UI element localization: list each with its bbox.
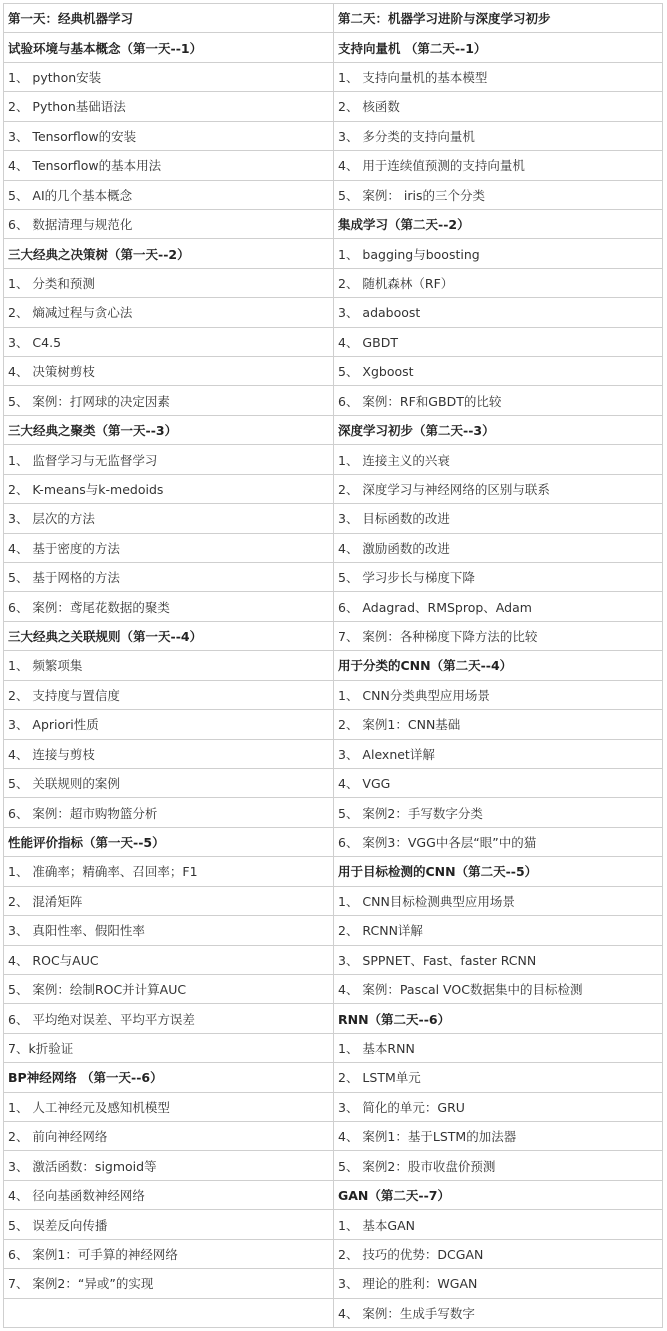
day2-cell: 3、 Alexnet详解 [334, 739, 663, 768]
day2-cell: 2、 深度学习与神经网络的区别与联系 [334, 474, 663, 503]
table-row [4, 209, 663, 238]
day1-section-heading: 三大经典之关联规则（第一天--4） [4, 621, 334, 650]
day2-cell: 1、 CNN目标检测典型应用场景 [334, 886, 663, 915]
day2-section-heading: 深度学习初步（第二天--3） [334, 415, 663, 444]
day1-cell: 7、k折验证 [4, 1033, 334, 1062]
table-row [4, 415, 663, 444]
day2-cell: 4、 案例1：基于LSTM的加法器 [334, 1122, 663, 1151]
day2-cell: 3、 adaboost [334, 298, 663, 327]
day2-cell: 2、 LSTM单元 [334, 1063, 663, 1092]
day2-cell: 4、 GBDT [334, 327, 663, 356]
table-row [4, 768, 663, 797]
day2-cell: 7、 案例：各种梯度下降方法的比较 [334, 621, 663, 650]
day1-cell: 4、 决策树剪枝 [4, 357, 334, 386]
day2-section-heading: 第二天：机器学习进阶与深度学习初步 [334, 4, 663, 33]
table-row [4, 1151, 663, 1180]
day2-cell: 1、 基本RNN [334, 1033, 663, 1062]
day1-cell: 4、 连接与剪枝 [4, 739, 334, 768]
table-row [4, 504, 663, 533]
day1-cell: 1、 python安装 [4, 62, 334, 91]
day2-cell: 1、 支持向量机的基本模型 [334, 62, 663, 91]
day2-cell: 5、 案例： iris的三个分类 [334, 180, 663, 209]
course-schedule-table [3, 3, 663, 1328]
day2-section-heading: RNN（第二天--6） [334, 1004, 663, 1033]
day1-section-heading: 试验环境与基本概念（第一天--1） [4, 33, 334, 62]
day1-cell: 4、 ROC与AUC [4, 945, 334, 974]
day1-section-heading: 第一天：经典机器学习 [4, 4, 334, 33]
day2-cell: 4、 案例：Pascal VOC数据集中的目标检测 [334, 974, 663, 1003]
day2-cell: 3、 简化的单元：GRU [334, 1092, 663, 1121]
day1-cell: 6、 案例：鸢尾花数据的聚类 [4, 592, 334, 621]
table-row [4, 916, 663, 945]
day2-cell: 6、 案例3：VGG中各层“眼”中的猫 [334, 827, 663, 856]
day2-section-heading: GAN（第二天--7） [334, 1180, 663, 1209]
table-row [4, 121, 663, 150]
day2-section-heading: 用于分类的CNN（第二天--4） [334, 651, 663, 680]
day2-cell: 5、 案例2：手写数字分类 [334, 798, 663, 827]
day1-cell: 2、 前向神经网络 [4, 1122, 334, 1151]
table-row [4, 92, 663, 121]
day1-cell: 5、 关联规则的案例 [4, 768, 334, 797]
table-row [4, 4, 663, 33]
table-row [4, 1122, 663, 1151]
table-row [4, 357, 663, 386]
day1-section-heading: 三大经典之聚类（第一天--3） [4, 415, 334, 444]
day2-cell: 3、 理论的胜利：WGAN [334, 1269, 663, 1298]
day2-cell: 4、 激励函数的改进 [334, 533, 663, 562]
day1-cell: 1、 准确率；精确率、召回率；F1 [4, 857, 334, 886]
day1-cell: 3、 C4.5 [4, 327, 334, 356]
table-row [4, 857, 663, 886]
day1-cell: 5、 误差反向传播 [4, 1210, 334, 1239]
day2-cell: 6、 案例：RF和GBDT的比较 [334, 386, 663, 415]
day2-cell: 3、 目标函数的改进 [334, 504, 663, 533]
table-row [4, 1092, 663, 1121]
day1-cell: 1、 人工神经元及感知机模型 [4, 1092, 334, 1121]
day2-section-heading: 用于目标检测的CNN（第二天--5） [334, 857, 663, 886]
day1-cell: 4、 径向基函数神经网络 [4, 1180, 334, 1209]
day2-cell: 5、 Xgboost [334, 357, 663, 386]
day1-cell: 6、 平均绝对误差、平均平方误差 [4, 1004, 334, 1033]
day1-cell: 3、 Tensorflow的安装 [4, 121, 334, 150]
table-row [4, 298, 663, 327]
day1-cell: 5、 案例：绘制ROC并计算AUC [4, 974, 334, 1003]
day1-section-heading: BP神经网络 （第一天--6） [4, 1063, 334, 1092]
table-row [4, 533, 663, 562]
day2-cell: 2、 案例1：CNN基础 [334, 710, 663, 739]
day1-cell: 3、 真阳性率、假阳性率 [4, 916, 334, 945]
day1-cell: 1、 频繁项集 [4, 651, 334, 680]
day1-cell: 7、 案例2：“异或”的实现 [4, 1269, 334, 1298]
day2-cell: 5、 学习步长与梯度下降 [334, 563, 663, 592]
table-row [4, 180, 663, 209]
table-row [4, 474, 663, 503]
table-row [4, 1269, 663, 1298]
day2-cell: 1、 基本GAN [334, 1210, 663, 1239]
table-row [4, 62, 663, 91]
day2-cell: 3、 SPPNET、Fast、faster RCNN [334, 945, 663, 974]
table-row [4, 239, 663, 268]
day2-cell: 4、 VGG [334, 768, 663, 797]
day2-section-heading: 集成学习（第二天--2） [334, 209, 663, 238]
day1-cell: 6、 案例1：可手算的神经网络 [4, 1239, 334, 1268]
table-row [4, 592, 663, 621]
day1-cell: 1、 监督学习与无监督学习 [4, 445, 334, 474]
day1-cell: 2、 熵减过程与贪心法 [4, 298, 334, 327]
table-row [4, 151, 663, 180]
day2-cell: 1、 连接主义的兴衰 [334, 445, 663, 474]
day1-cell: 3、 激活函数：sigmoid等 [4, 1151, 334, 1180]
day2-cell: 3、 多分类的支持向量机 [334, 121, 663, 150]
day1-cell: 5、 基于网格的方法 [4, 563, 334, 592]
table-row [4, 621, 663, 650]
day1-cell: 5、 案例：打网球的决定因素 [4, 386, 334, 415]
table-row [4, 798, 663, 827]
day1-cell [4, 1298, 334, 1327]
day2-cell: 1、 bagging与boosting [334, 239, 663, 268]
schedule-body [4, 4, 663, 1328]
table-row [4, 563, 663, 592]
day1-section-heading: 三大经典之决策树（第一天--2） [4, 239, 334, 268]
table-row [4, 1180, 663, 1209]
table-row [4, 1033, 663, 1062]
day1-cell: 3、 Apriori性质 [4, 710, 334, 739]
day2-cell: 1、 CNN分类典型应用场景 [334, 680, 663, 709]
day2-cell: 2、 随机森林（RF） [334, 268, 663, 297]
table-row [4, 1004, 663, 1033]
table-row [4, 1298, 663, 1327]
table-row [4, 1063, 663, 1092]
table-row [4, 680, 663, 709]
day1-cell: 4、 基于密度的方法 [4, 533, 334, 562]
day1-cell: 6、 案例：超市购物篮分析 [4, 798, 334, 827]
day2-section-heading: 支持向量机 （第二天--1） [334, 33, 663, 62]
day2-cell: 2、 核函数 [334, 92, 663, 121]
table-row [4, 1239, 663, 1268]
table-row [4, 945, 663, 974]
day2-cell: 2、 RCNN详解 [334, 916, 663, 945]
table-row [4, 651, 663, 680]
table-row [4, 327, 663, 356]
day2-cell: 5、 案例2：股市收盘价预测 [334, 1151, 663, 1180]
table-row [4, 33, 663, 62]
day1-cell: 3、 层次的方法 [4, 504, 334, 533]
table-row [4, 739, 663, 768]
day2-cell: 4、 案例：生成手写数字 [334, 1298, 663, 1327]
table-row [4, 386, 663, 415]
table-row [4, 974, 663, 1003]
table-row [4, 827, 663, 856]
day1-cell: 2、 混淆矩阵 [4, 886, 334, 915]
day1-cell: 4、 Tensorflow的基本用法 [4, 151, 334, 180]
day1-cell: 5、 AI的几个基本概念 [4, 180, 334, 209]
day2-cell: 6、 Adagrad、RMSprop、Adam [334, 592, 663, 621]
day1-section-heading: 性能评价指标（第一天--5） [4, 827, 334, 856]
day1-cell: 2、 支持度与置信度 [4, 680, 334, 709]
day2-cell: 4、 用于连续值预测的支持向量机 [334, 151, 663, 180]
table-row [4, 886, 663, 915]
table-row [4, 268, 663, 297]
table-row [4, 1210, 663, 1239]
day1-cell: 6、 数据清理与规范化 [4, 209, 334, 238]
day2-cell: 2、 技巧的优势：DCGAN [334, 1239, 663, 1268]
day1-cell: 1、 分类和预测 [4, 268, 334, 297]
day1-cell: 2、 K-means与k-medoids [4, 474, 334, 503]
day1-cell: 2、 Python基础语法 [4, 92, 334, 121]
table-row [4, 710, 663, 739]
table-row [4, 445, 663, 474]
